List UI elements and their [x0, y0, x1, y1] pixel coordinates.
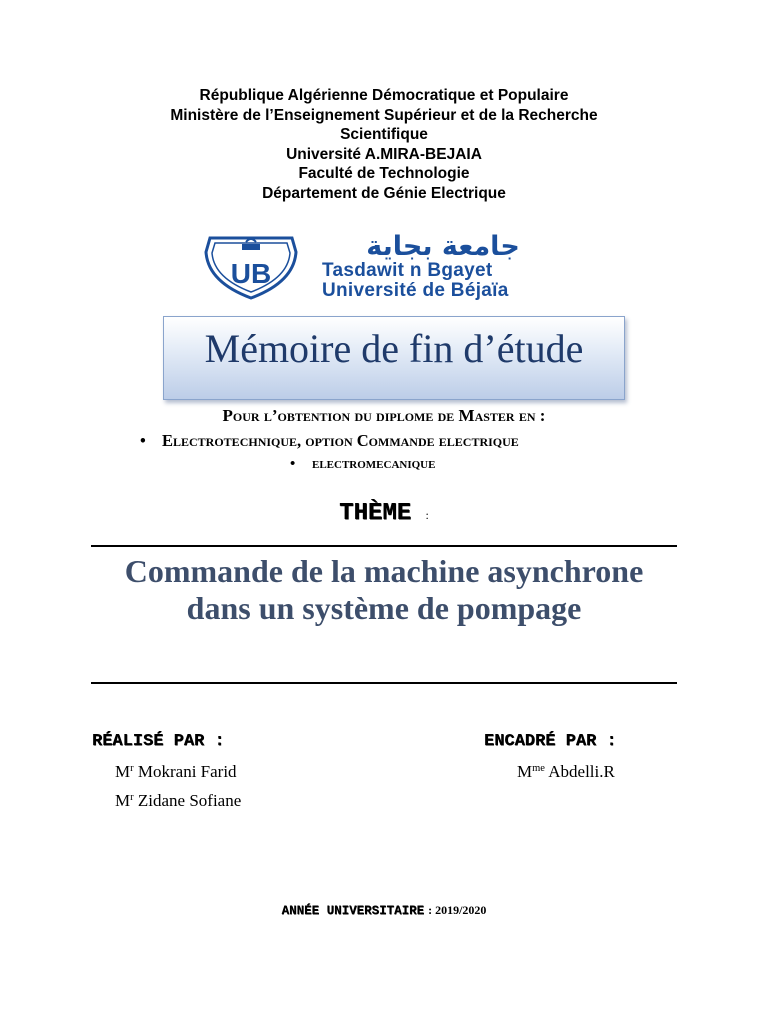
supervisor-name [517, 762, 615, 782]
option-item-electrotechnique [140, 431, 519, 451]
realise-par-label: RÉALISÉ PAR : [92, 732, 225, 751]
title-banner [163, 316, 625, 400]
academic-year-value: : 2019/2020 [428, 903, 487, 917]
student-title-sup: r [130, 792, 134, 803]
student-fullname: Mokrani Farid [137, 762, 237, 781]
option-label: electromecanique [312, 456, 436, 472]
header-line-university: Université A.MIRA-BEJAIA [286, 145, 482, 163]
header-line-faculty: Faculté de Technologie [298, 165, 470, 183]
obtention-line: Pour l’obtention du diplome de Master en : [222, 406, 546, 425]
theme-label: THÈME [339, 500, 412, 527]
encadre-par-label: ENCADRÉ PAR : [484, 732, 617, 751]
supervisor-title: M [517, 762, 533, 781]
institution-header [0, 86, 768, 204]
university-emblem-icon [202, 234, 300, 300]
logo-arabic-name: جامعة بجاية [366, 231, 520, 262]
university-logo [202, 231, 572, 301]
divider-bottom [91, 682, 677, 684]
academic-year [0, 901, 768, 919]
header-line-ministry-cont: Scientifique [340, 126, 428, 144]
logo-kabyle-name: Tasdawit n Bgayet [322, 260, 493, 281]
option-label: Electrotechnique, option Commande electrique [162, 431, 519, 450]
bullet-icon: • [290, 456, 296, 472]
bullet-icon: • [140, 431, 146, 450]
divider-top [91, 545, 677, 547]
header-line-ministry: Ministère de l’Enseignement Supérieur et de la Recherche [170, 106, 598, 124]
student-name [115, 762, 237, 782]
student-title-sup: r [130, 763, 134, 774]
theme-colon: : [425, 508, 429, 522]
option-item-electromecanique [290, 456, 435, 473]
theme-heading [0, 500, 768, 527]
student-fullname: Zidane Sofiane [137, 791, 242, 810]
student-title: M [115, 791, 131, 810]
logo-french-name: Université de Béjaïa [322, 280, 509, 301]
emblem-letters: UB [230, 258, 272, 289]
student-name [115, 791, 241, 811]
thesis-subject: Commande de la machine asynchrone dans un système de pompage [124, 553, 644, 626]
student-title: M [115, 762, 131, 781]
header-line-department: Département de Génie Electrique [262, 184, 506, 202]
academic-year-label: ANNÉE UNIVERSITAIRE [281, 904, 425, 918]
document-title: Mémoire de fin d’étude [204, 326, 584, 371]
header-line-republic: République Algérienne Démocratique et Populaire [199, 87, 569, 104]
supervisor-fullname: Abdelli.R [548, 762, 615, 781]
supervisor-title-sup: me [532, 763, 545, 774]
